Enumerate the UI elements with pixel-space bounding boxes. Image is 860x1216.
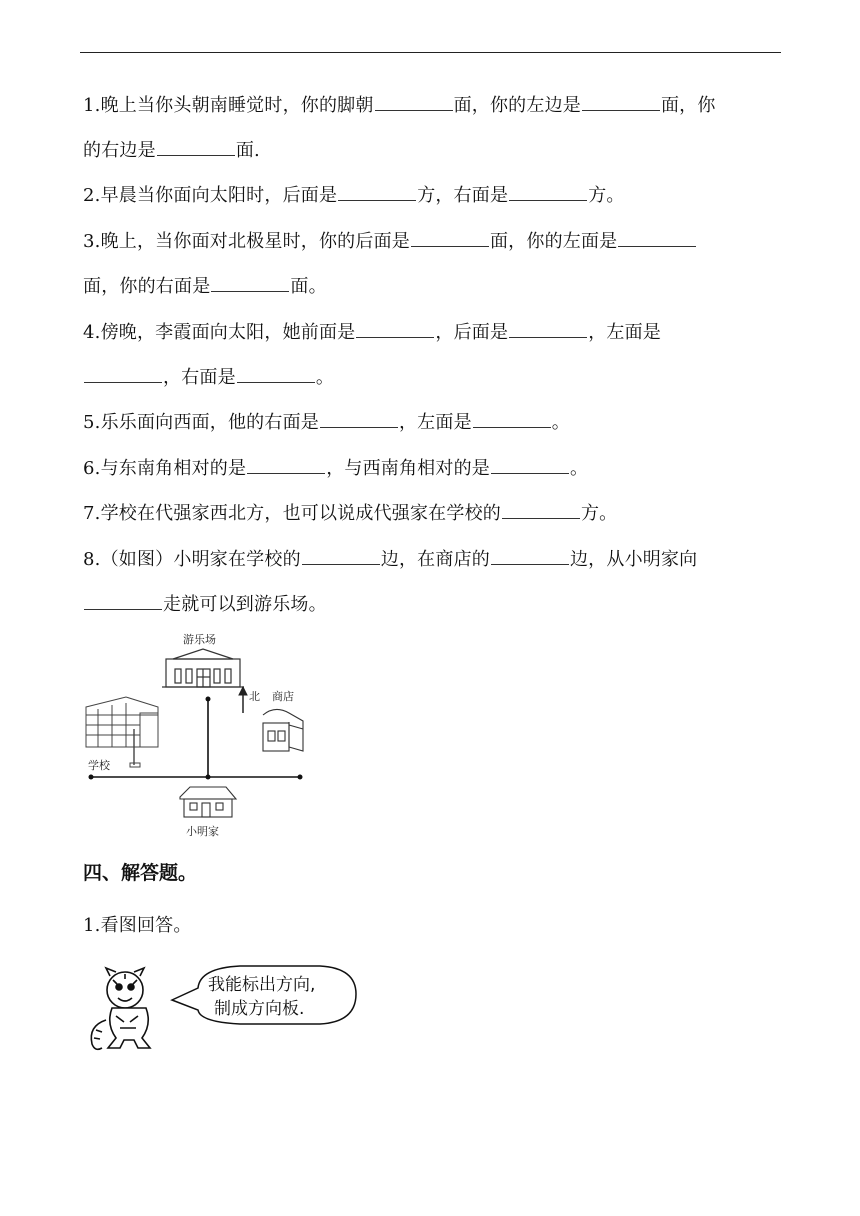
question-2-text-c: 方。 xyxy=(588,185,625,206)
road-endpoint-east xyxy=(298,775,303,780)
answer-blank[interactable] xyxy=(356,319,434,338)
question-6-text-b: ，与西南角相对的是 xyxy=(326,458,490,479)
question-3-text-a: 3.晚上，当你面对北极星时，你的后面是 xyxy=(83,231,410,252)
question-8-text-d: 走就可以到游乐场。 xyxy=(163,594,327,615)
tiger-cartoon-icon xyxy=(91,968,150,1049)
answer-blank[interactable] xyxy=(618,228,696,247)
answer-blank[interactable] xyxy=(411,228,489,247)
answer-question-1: 1.看图回答。 xyxy=(83,915,192,936)
question-1-line-2 xyxy=(83,137,260,163)
question-3-text-b: 面，你的左面是 xyxy=(489,231,618,252)
section-heading: 四、解答题。 xyxy=(83,862,198,884)
answer-blank[interactable] xyxy=(157,137,235,156)
speech-bubble xyxy=(172,966,356,1024)
answer-blank[interactable] xyxy=(502,500,580,519)
question-3-line-1 xyxy=(83,228,697,254)
question-8-line-1 xyxy=(83,546,697,572)
question-3-line-2 xyxy=(83,273,327,299)
question-6-text-c: 。 xyxy=(570,458,589,479)
answer-blank[interactable] xyxy=(491,546,569,565)
question-1-text-b: 面，你的左边是 xyxy=(453,95,581,116)
question-2 xyxy=(83,182,625,208)
answer-blank[interactable] xyxy=(302,546,380,565)
question-4-line-2 xyxy=(83,364,334,390)
question-4-text-c: ，左面是 xyxy=(588,322,661,343)
answer-blank[interactable] xyxy=(473,409,551,428)
shop-building-icon xyxy=(263,709,303,751)
question-4-text-d: ，右面是 xyxy=(163,367,236,388)
school-building-icon xyxy=(86,697,158,767)
question-6-text-a: 6.与东南角相对的是 xyxy=(83,458,247,479)
road-junction xyxy=(206,775,211,780)
road-endpoint-school xyxy=(89,775,94,780)
header-rule xyxy=(80,52,781,53)
question-4-text-e: 。 xyxy=(315,367,335,388)
speech-line-2: 制成方向板. xyxy=(214,999,305,1019)
question-7-text-a: 7.学校在代强家西北方，也可以说成代强家在学校的 xyxy=(83,503,501,524)
answer-blank[interactable] xyxy=(375,92,453,111)
question-3-text-c: 面，你的右面是 xyxy=(83,276,211,297)
question-1-text-a: 1.晚上当你头朝南睡觉时，你的脚朝 xyxy=(83,95,374,116)
answer-blank[interactable] xyxy=(247,455,325,474)
answer-blank[interactable] xyxy=(509,319,587,338)
question-5-text-c: 。 xyxy=(551,412,570,433)
answer-blank[interactable] xyxy=(320,409,398,428)
answer-blank[interactable] xyxy=(84,364,162,383)
map-label-school: 学校 xyxy=(88,759,110,772)
question-6 xyxy=(83,455,588,481)
answer-blank[interactable] xyxy=(84,591,162,610)
speech-line-1: 我能标出方向, xyxy=(208,975,316,995)
question-2-text-b: 方，右面是 xyxy=(417,185,509,206)
answer-blank[interactable] xyxy=(582,92,660,111)
answer-blank[interactable] xyxy=(509,182,587,201)
answer-blank[interactable] xyxy=(237,364,315,383)
question-5-text-a: 5.乐乐面向西面，他的右面是 xyxy=(83,412,319,433)
question-1-text-e: 面. xyxy=(235,140,260,161)
map-label-north: 北 xyxy=(249,690,260,703)
question-7 xyxy=(83,500,617,526)
question-8-line-2 xyxy=(83,591,327,617)
home-building-icon xyxy=(180,787,236,817)
question-1-text-d: 的右边是 xyxy=(83,140,156,161)
map-label-home: 小明家 xyxy=(186,825,219,838)
answer-blank[interactable] xyxy=(211,273,289,292)
question-8-text-b: 边，在商店的 xyxy=(380,549,490,570)
question-4-line-1 xyxy=(83,319,661,345)
question-4-text-b: ，后面是 xyxy=(435,322,509,343)
map-label-shop: 商店 xyxy=(272,690,294,703)
question-1-line-1 xyxy=(83,92,716,118)
question-8-text-a: 8.（如图）小明家在学校的 xyxy=(83,549,301,570)
cartoon-figure xyxy=(80,960,370,1060)
question-4-text-a: 4.傍晚，李霞面向太阳，她前面是 xyxy=(83,322,356,343)
amusement-park-building-icon xyxy=(162,649,244,687)
answer-blank[interactable] xyxy=(338,182,416,201)
question-5-text-b: ，左面是 xyxy=(398,412,472,433)
map-label-amusement-park: 游乐场 xyxy=(183,633,216,646)
answer-blank[interactable] xyxy=(491,455,569,474)
question-7-text-b: 方。 xyxy=(580,503,618,524)
direction-map-figure xyxy=(78,625,318,845)
road-endpoint-park xyxy=(206,697,211,702)
north-arrow-icon xyxy=(239,687,247,713)
question-2-text-a: 2.早晨当你面向太阳时，后面是 xyxy=(83,185,338,206)
question-8-text-c: 边，从小明家向 xyxy=(569,549,698,570)
question-1-text-c: 面，你 xyxy=(660,95,716,116)
question-5 xyxy=(83,409,570,435)
question-3-text-d: 面。 xyxy=(290,276,327,297)
